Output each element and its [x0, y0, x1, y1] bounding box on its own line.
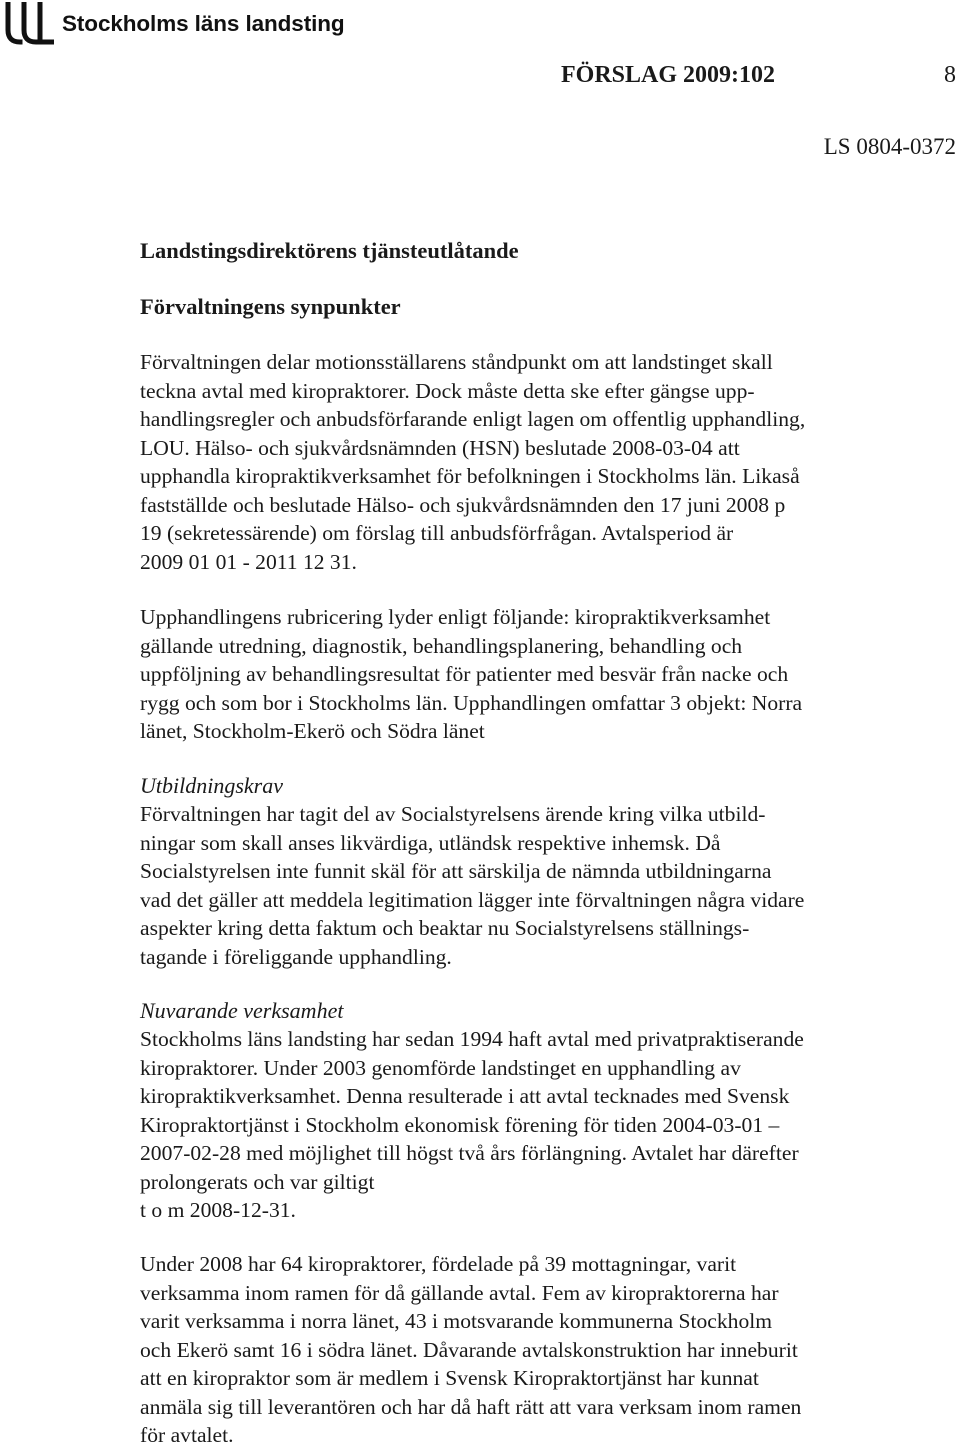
- text-line: vad det gäller att meddela legitimation lägger inte förvaltningen några vidare: [140, 887, 805, 912]
- text-line: varit verksamma i norra länet, 43 i motsvarande kommunerna Stockholm: [140, 1309, 773, 1333]
- text-line: Upphandlingens rubricering lyder enligt följande: kiropraktikverksamhet: [140, 605, 771, 629]
- text-line: kiropraktikverksamhet. Denna resulterade i att avtal tecknades med Svensk: [140, 1084, 790, 1108]
- text-line: rygg och som bor i Stockholms län. Upphandlingen omfattar 3 objekt: Norra: [140, 690, 803, 715]
- text-line: gällande utredning, diagnostik, behandlingsplanering, behandling och: [140, 633, 743, 658]
- case-number: LS 0804-0372: [823, 134, 956, 159]
- text-line: för avtalet.: [140, 1423, 234, 1447]
- subheading-education-requirements: Utbildningskrav: [140, 773, 283, 798]
- text-line: Stockholms läns landsting har sedan 1994 haft avtal med privatpraktiserande: [140, 1027, 804, 1051]
- text-line: uppföljning av behandlingsresultat för patienter med besvär från nacke och: [140, 662, 789, 686]
- paragraph-education-requirements: [140, 800, 804, 971]
- text-line: Under 2008 har 64 kiropraktorer, fördelade på 39 mottagningar, varit: [140, 1252, 737, 1276]
- text-line: länet, Stockholm-Ekerö och Södra länet: [140, 719, 485, 743]
- section-heading: Förvaltningens synpunkter: [140, 294, 401, 319]
- paragraph-procurement-scope: [140, 603, 802, 746]
- text-line: Förvaltningen har tagit del av Socialstyrelsens ärende kring vilka utbild-: [140, 802, 766, 826]
- text-line: 2009 01 01 - 2011 12 31.: [140, 549, 357, 574]
- text-line: LOU. Hälso- och sjukvårdsnämnden (HSN) beslutade 2008-03-04 att: [140, 435, 740, 460]
- text-line: teckna avtal med kiropraktorer. Dock måste detta ske efter gängse upp-: [140, 378, 755, 403]
- text-line: upphandla kiropraktikverksamhet för befolkningen i Stockholms län. Likaså: [140, 464, 800, 488]
- text-line: anmäla sig till leverantören och har då haft rätt att vara verksam inom ramen: [140, 1394, 802, 1419]
- text-line: 19 (sekretessärende) om förslag till anbudsförfrågan. Avtalsperiod är: [140, 521, 734, 545]
- document-reference: FÖRSLAG 2009:102: [561, 62, 776, 88]
- paragraph-current-operations: [140, 1025, 804, 1225]
- page-number: 8: [944, 62, 956, 88]
- text-line: Förvaltningen delar motionsställarens ståndpunkt om att landstinget skall: [140, 350, 773, 374]
- text-line: att en kiropraktor som är medlem i Svensk Kiropraktortjänst har kunnat: [140, 1366, 759, 1390]
- text-line: prolongerats och var giltigt: [140, 1169, 375, 1194]
- text-line: fastställde och beslutade Hälso- och sjukvårdsnämnden den 17 juni 2008 p: [140, 492, 786, 517]
- text-line: Socialstyrelsen inte funnit skäl för att särskilja de nämnda utbildningarna: [140, 859, 772, 883]
- text-line: kiropraktorer. Under 2003 genomförde landstinget en upphandling av: [140, 1055, 741, 1080]
- paragraph-position-statement: [140, 348, 805, 576]
- text-line: tagande i föreliggande upphandling.: [140, 944, 452, 969]
- paragraph-chiropractor-distribution: [140, 1250, 801, 1450]
- text-line: och Ekerö samt 16 i södra länet. Dåvarande avtalskonstruktion har inneburit: [140, 1337, 798, 1362]
- subheading-current-operations: Nuvarande verksamhet: [140, 998, 344, 1023]
- text-line: t o m 2008-12-31.: [140, 1198, 296, 1222]
- text-line: handlingsregler och anbudsförfarande enligt lagen om offentlig upphandling,: [140, 407, 806, 431]
- organization-logo: [2, 2, 345, 46]
- document-title: Landstingsdirektörens tjänsteutlåtande: [140, 238, 519, 263]
- organization-name: Stockholms läns landsting: [62, 11, 345, 36]
- text-line: Kiropraktortjänst i Stockholm ekonomisk förening för tiden 2004-03-01 –: [140, 1112, 780, 1137]
- landsting-logo-icon: [2, 2, 54, 46]
- text-line: ningar som skall anses likvärdiga, utländsk respektive inhemsk. Då: [140, 830, 721, 855]
- text-line: 2007-02-28 med möjlighet till högst två års förlängning. Avtalet har därefter: [140, 1141, 799, 1165]
- text-line: aspekter kring detta faktum och beaktar nu Socialstyrelsens ställnings-: [140, 916, 750, 940]
- text-line: verksamma inom ramen för då gällande avtal. Fem av kiropraktorerna har: [140, 1280, 779, 1305]
